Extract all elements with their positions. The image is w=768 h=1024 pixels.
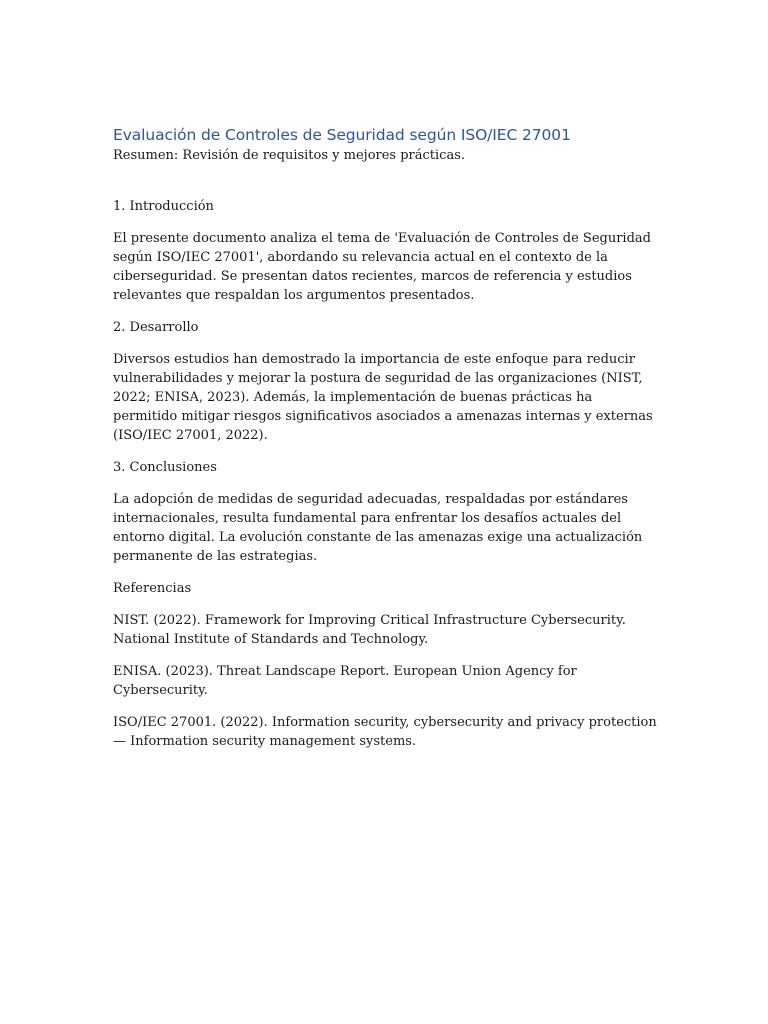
document-page bbox=[113, 124, 658, 764]
document-title: Evaluación de Controles de Seguridad según ISO/IEC 27001 bbox=[113, 126, 571, 144]
section-heading-desarrollo: 2. Desarrollo bbox=[113, 320, 199, 335]
section-body-introduccion: El presente documento analiza el tema de 'Evaluación de Controles de Seguridad según ISO/IEC 27001', abordando su relevancia actual en el contexto de la ciberseguridad. Se presentan datos recientes, marcos de referencia y estudios relevantes que respaldan los argumentos presentados. bbox=[113, 231, 651, 303]
section-heading-conclusiones: 3. Conclusiones bbox=[113, 460, 217, 475]
section-body-conclusiones: La adopción de medidas de seguridad adecuadas, respaldadas por estándares internacionales, resulta fundamental para enfrentar los desafíos actuales del entorno digital. La evolución constante de las amenazas exige una actualización permanente de las estrategias. bbox=[113, 492, 643, 564]
document-subtitle: Resumen: Revisión de requisitos y mejores prácticas. bbox=[113, 148, 466, 163]
spacer bbox=[113, 165, 658, 197]
reference-item-iso: ISO/IEC 27001. (2022). Information security, cybersecurity and privacy protection — Information security management systems. bbox=[113, 715, 657, 749]
section-body-desarrollo: Diversos estudios han demostrado la importancia de este enfoque para reducir vulnerabilidades y mejorar la postura de seguridad de las organizaciones (NIST, 2022; ENISA, 2023). Además, la implementación de buenas prácticas ha permitido mitigar riesgos significativos asociados a amenazas internas y externas (ISO/IEC 27001, 2022). bbox=[113, 352, 653, 443]
section-heading-introduccion: 1. Introducción bbox=[113, 199, 214, 214]
references-heading: Referencias bbox=[113, 581, 192, 596]
reference-item-nist: NIST. (2022). Framework for Improving Critical Infrastructure Cybersecurity. National Institute of Standards and Technology. bbox=[113, 613, 626, 647]
reference-item-enisa: ENISA. (2023). Threat Landscape Report. European Union Agency for Cybersecurity. bbox=[113, 664, 577, 698]
